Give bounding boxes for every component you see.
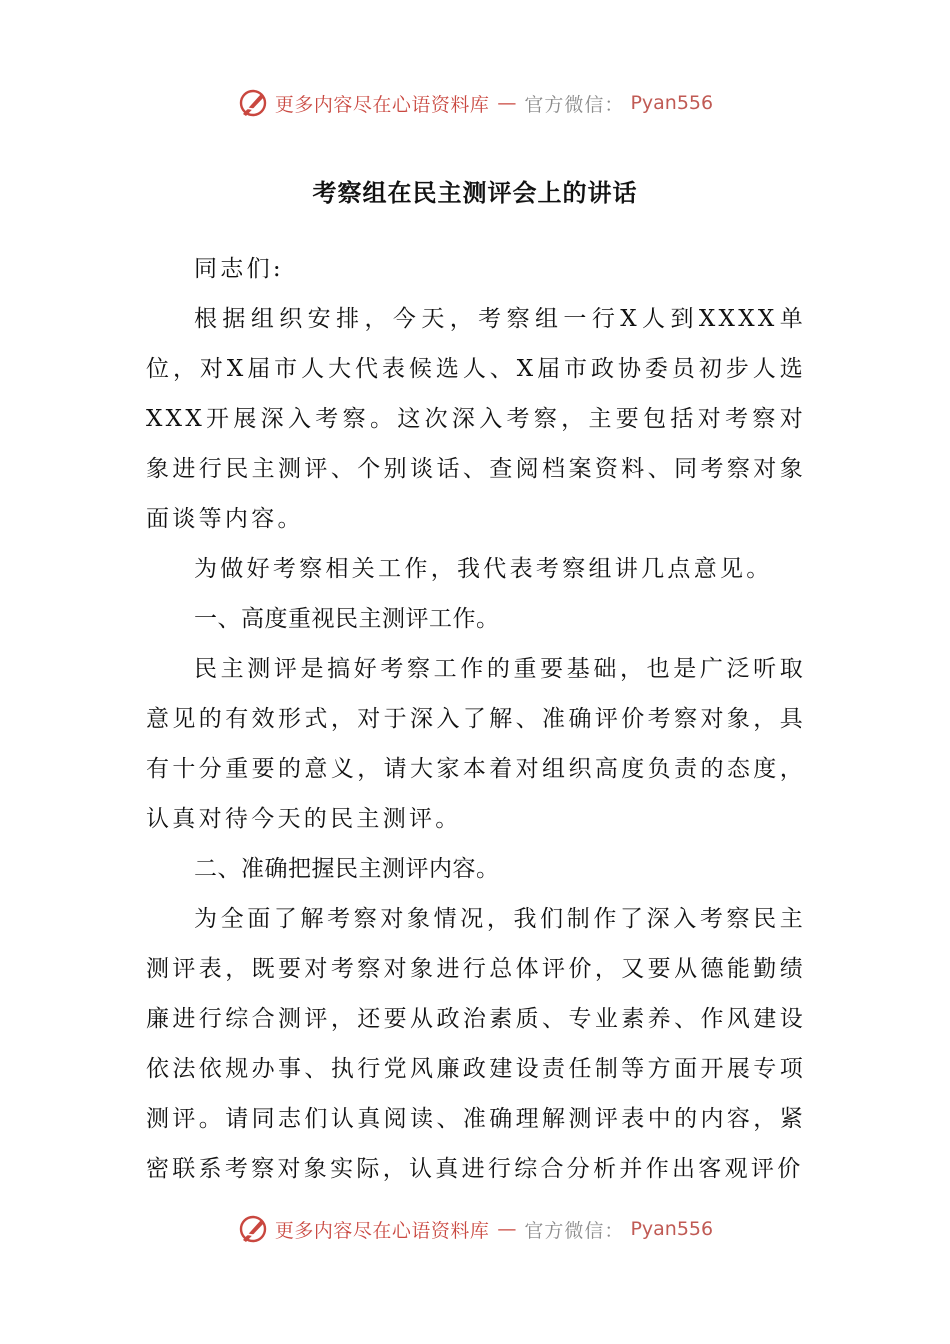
opinion-paragraph: 为做好考察相关工作，我代表考察组讲几点意见。 (194, 556, 773, 582)
watermark-wechat-id: Pyan556 (630, 92, 714, 114)
document-title: 考察组在民主测评会上的讲话 (312, 178, 638, 207)
watermark-official-label: 官方微信： (524, 1219, 625, 1242)
greeting-paragraph: 同志们: (194, 256, 284, 282)
pen-logo-icon (237, 87, 269, 119)
document-body (146, 244, 806, 1194)
watermark-dash: — (497, 1218, 517, 1240)
pen-logo-icon (237, 1213, 269, 1245)
header-watermark-banner (0, 83, 950, 123)
intro-paragraph: 根据组织安排，今天，考察组一行X人到XXXX单位，对X届市人大代表候选人、X届市政协委员初步人选XXX开展深入考察。这次深入考察，主要包括对考察对象进行民主测评、个别谈话、查阅档案资料、同考察对象面谈等内容。 (146, 306, 806, 532)
watermark-group (237, 87, 713, 119)
section1-heading: 一、高度重视民主测评工作。 (194, 606, 500, 632)
watermark-official-label: 官方微信： (524, 93, 625, 116)
watermark-prefix-text: 更多内容尽在心语资料库 (274, 1219, 490, 1242)
section2-paragraph: 为全面了解考察对象情况，我们制作了深入考察民主测评表，既要对考察对象进行总体评价，又要从德能勤绩廉进行综合测评，还要从政治素质、专业素养、作风建设依法依规办事、执行党风廉政建设责任制等方面开展专项测评。请同志们认真阅读、准确理解测评表中的内容，紧密联系考察对象实际，认真进行综合分析并作出客观评价 (146, 906, 806, 1182)
section1-paragraph: 民主测评是搞好考察工作的重要基础，也是广泛听取意见的有效形式，对于深入了解、准确评价考察对象，具有十分重要的意义，请大家本着对组织高度负责的态度，认真对待今天的民主测评。 (146, 656, 806, 832)
watermark-wechat-id: Pyan556 (630, 1218, 714, 1240)
section2-heading: 二、准确把握民主测评内容。 (194, 856, 500, 882)
watermark-group-bottom (237, 1213, 713, 1245)
watermark-prefix-text: 更多内容尽在心语资料库 (274, 93, 490, 116)
watermark-dash: — (497, 92, 517, 114)
footer-watermark-banner (0, 1209, 950, 1249)
